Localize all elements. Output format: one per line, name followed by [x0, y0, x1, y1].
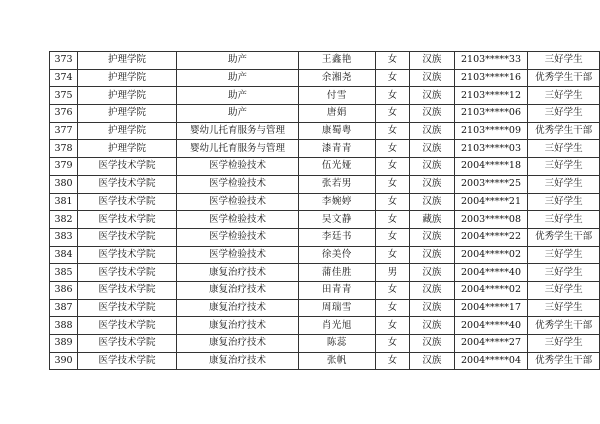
college-cell: 医学技术学院: [78, 335, 177, 353]
table-row: [50, 211, 600, 229]
honor-cell: 优秀学生干部: [528, 228, 600, 246]
student-id-cell: 2004*****18: [454, 158, 528, 176]
honor-cell: 三好学生: [528, 264, 600, 282]
student-name-cell: 周瑞雪: [299, 299, 375, 317]
major-cell: 医学检验技术: [176, 175, 298, 193]
student-id-cell: 2103*****12: [454, 87, 528, 105]
major-cell: 婴幼儿托育服务与管理: [176, 140, 298, 158]
college-cell: 护理学院: [78, 69, 177, 87]
honor-cell: 三好学生: [528, 299, 600, 317]
college-cell: 护理学院: [78, 140, 177, 158]
ethnicity-cell: 汉族: [410, 352, 455, 370]
major-cell: 医学检验技术: [176, 193, 298, 211]
honor-cell: 三好学生: [528, 193, 600, 211]
gender-cell: 女: [375, 281, 410, 299]
row-number-cell: 377: [50, 122, 78, 140]
student-name-cell: 陈蕊: [299, 335, 375, 353]
row-number-cell: 389: [50, 335, 78, 353]
ethnicity-cell: 汉族: [410, 175, 455, 193]
college-cell: 医学技术学院: [78, 281, 177, 299]
college-cell: 医学技术学院: [78, 228, 177, 246]
ethnicity-cell: 汉族: [410, 264, 455, 282]
college-cell: 医学技术学院: [78, 193, 177, 211]
student-id-cell: 2003*****08: [454, 211, 528, 229]
student-name-cell: 肖光旭: [299, 317, 375, 335]
student-id-cell: 2004*****22: [454, 228, 528, 246]
major-cell: 医学检验技术: [176, 158, 298, 176]
row-number-cell: 385: [50, 264, 78, 282]
row-number-cell: 376: [50, 105, 78, 123]
gender-cell: 女: [375, 352, 410, 370]
major-cell: 助产: [176, 69, 298, 87]
row-number-cell: 384: [50, 246, 78, 264]
honor-cell: 三好学生: [528, 175, 600, 193]
college-cell: 医学技术学院: [78, 175, 177, 193]
gender-cell: 女: [375, 69, 410, 87]
honor-cell: 优秀学生干部: [528, 352, 600, 370]
student-name-cell: 漆青青: [299, 140, 375, 158]
row-number-cell: 378: [50, 140, 78, 158]
row-number-cell: 375: [50, 87, 78, 105]
ethnicity-cell: 汉族: [410, 317, 455, 335]
major-cell: 医学检验技术: [176, 211, 298, 229]
student-id-cell: 2004*****40: [454, 264, 528, 282]
ethnicity-cell: 藏族: [410, 211, 455, 229]
major-cell: 婴幼儿托育服务与管理: [176, 122, 298, 140]
student-name-cell: 蒲佳胜: [299, 264, 375, 282]
college-cell: 医学技术学院: [78, 352, 177, 370]
gender-cell: 女: [375, 140, 410, 158]
student-name-cell: 王鑫艳: [299, 52, 375, 70]
student-name-cell: 康蜀粤: [299, 122, 375, 140]
major-cell: 康复治疗技术: [176, 317, 298, 335]
row-number-cell: 374: [50, 69, 78, 87]
college-cell: 医学技术学院: [78, 317, 177, 335]
ethnicity-cell: 汉族: [410, 281, 455, 299]
honor-cell: 三好学生: [528, 335, 600, 353]
major-cell: 康复治疗技术: [176, 281, 298, 299]
table-row: [50, 105, 600, 123]
table-row: [50, 87, 600, 105]
gender-cell: 女: [375, 335, 410, 353]
row-number-cell: 379: [50, 158, 78, 176]
row-number-cell: 386: [50, 281, 78, 299]
gender-cell: 女: [375, 228, 410, 246]
row-number-cell: 382: [50, 211, 78, 229]
table-row: [50, 228, 600, 246]
student-name-cell: 付雪: [299, 87, 375, 105]
ethnicity-cell: 汉族: [410, 69, 455, 87]
student-id-cell: 2103*****33: [454, 52, 528, 70]
major-cell: 康复治疗技术: [176, 299, 298, 317]
student-name-cell: 徐美伶: [299, 246, 375, 264]
table-row: [50, 299, 600, 317]
college-cell: 护理学院: [78, 52, 177, 70]
student-name-cell: 张若男: [299, 175, 375, 193]
gender-cell: 女: [375, 317, 410, 335]
student-name-cell: 伍光娅: [299, 158, 375, 176]
row-number-cell: 383: [50, 228, 78, 246]
gender-cell: 女: [375, 246, 410, 264]
gender-cell: 女: [375, 122, 410, 140]
honor-cell: 三好学生: [528, 105, 600, 123]
row-number-cell: 380: [50, 175, 78, 193]
college-cell: 护理学院: [78, 87, 177, 105]
honor-cell: 优秀学生干部: [528, 122, 600, 140]
college-cell: 医学技术学院: [78, 246, 177, 264]
table-row: [50, 352, 600, 370]
honor-roster-table: [49, 51, 600, 370]
major-cell: 助产: [176, 105, 298, 123]
table-row: [50, 317, 600, 335]
table-row: [50, 175, 600, 193]
student-id-cell: 2103*****06: [454, 105, 528, 123]
student-name-cell: 吴文静: [299, 211, 375, 229]
gender-cell: 男: [375, 264, 410, 282]
major-cell: 康复治疗技术: [176, 335, 298, 353]
ethnicity-cell: 汉族: [410, 122, 455, 140]
ethnicity-cell: 汉族: [410, 52, 455, 70]
student-name-cell: 唐娟: [299, 105, 375, 123]
table-row: [50, 140, 600, 158]
ethnicity-cell: 汉族: [410, 246, 455, 264]
college-cell: 护理学院: [78, 122, 177, 140]
table-row: [50, 69, 600, 87]
student-id-cell: 2103*****09: [454, 122, 528, 140]
student-name-cell: 田青青: [299, 281, 375, 299]
honor-cell: 三好学生: [528, 211, 600, 229]
table-row: [50, 193, 600, 211]
row-number-cell: 388: [50, 317, 78, 335]
gender-cell: 女: [375, 105, 410, 123]
gender-cell: 女: [375, 175, 410, 193]
honor-cell: 三好学生: [528, 281, 600, 299]
table-body: [50, 52, 600, 370]
student-id-cell: 2003*****25: [454, 175, 528, 193]
table-row: [50, 52, 600, 70]
honor-cell: 三好学生: [528, 87, 600, 105]
major-cell: 康复治疗技术: [176, 352, 298, 370]
major-cell: 医学检验技术: [176, 246, 298, 264]
college-cell: 医学技术学院: [78, 264, 177, 282]
gender-cell: 女: [375, 299, 410, 317]
ethnicity-cell: 汉族: [410, 335, 455, 353]
major-cell: 康复治疗技术: [176, 264, 298, 282]
college-cell: 护理学院: [78, 105, 177, 123]
honor-cell: 三好学生: [528, 140, 600, 158]
gender-cell: 女: [375, 87, 410, 105]
student-name-cell: 余湘尧: [299, 69, 375, 87]
college-cell: 医学技术学院: [78, 211, 177, 229]
honor-cell: 三好学生: [528, 158, 600, 176]
major-cell: 医学检验技术: [176, 228, 298, 246]
student-id-cell: 2004*****02: [454, 281, 528, 299]
student-name-cell: 李廷书: [299, 228, 375, 246]
table-row: [50, 122, 600, 140]
row-number-cell: 373: [50, 52, 78, 70]
ethnicity-cell: 汉族: [410, 193, 455, 211]
honor-cell: 优秀学生干部: [528, 69, 600, 87]
gender-cell: 女: [375, 52, 410, 70]
honor-cell: 三好学生: [528, 52, 600, 70]
student-id-cell: 2004*****27: [454, 335, 528, 353]
table-row: [50, 246, 600, 264]
honor-cell: 三好学生: [528, 246, 600, 264]
major-cell: 助产: [176, 87, 298, 105]
ethnicity-cell: 汉族: [410, 299, 455, 317]
student-id-cell: 2103*****16: [454, 69, 528, 87]
table-row: [50, 281, 600, 299]
table-row: [50, 158, 600, 176]
ethnicity-cell: 汉族: [410, 140, 455, 158]
ethnicity-cell: 汉族: [410, 228, 455, 246]
gender-cell: 女: [375, 193, 410, 211]
row-number-cell: 390: [50, 352, 78, 370]
ethnicity-cell: 汉族: [410, 158, 455, 176]
student-id-cell: 2004*****02: [454, 246, 528, 264]
student-id-cell: 2004*****04: [454, 352, 528, 370]
table-row: [50, 335, 600, 353]
ethnicity-cell: 汉族: [410, 87, 455, 105]
student-id-cell: 2004*****40: [454, 317, 528, 335]
honor-cell: 优秀学生干部: [528, 317, 600, 335]
college-cell: 医学技术学院: [78, 299, 177, 317]
ethnicity-cell: 汉族: [410, 105, 455, 123]
student-name-cell: 李婉婷: [299, 193, 375, 211]
student-id-cell: 2004*****21: [454, 193, 528, 211]
row-number-cell: 387: [50, 299, 78, 317]
row-number-cell: 381: [50, 193, 78, 211]
table-row: [50, 264, 600, 282]
major-cell: 助产: [176, 52, 298, 70]
student-id-cell: 2004*****17: [454, 299, 528, 317]
student-id-cell: 2103*****03: [454, 140, 528, 158]
college-cell: 医学技术学院: [78, 158, 177, 176]
gender-cell: 女: [375, 158, 410, 176]
gender-cell: 女: [375, 211, 410, 229]
student-name-cell: 张帆: [299, 352, 375, 370]
